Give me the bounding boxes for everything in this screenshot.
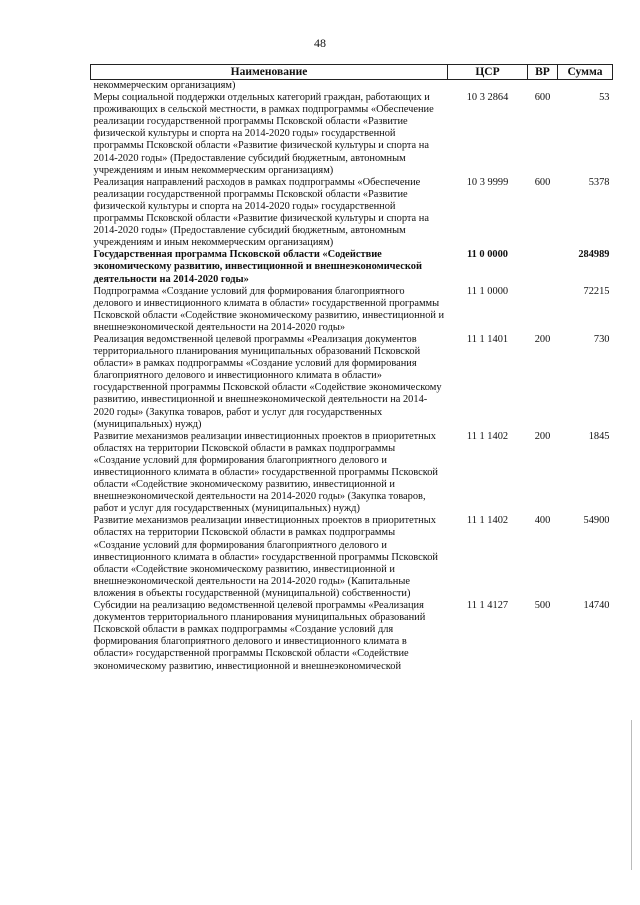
header-vr: ВР <box>528 65 558 80</box>
table-row <box>91 334 613 431</box>
scan-edge-line <box>631 720 632 870</box>
cell-name: Субсидии на реализацию ведомственной целевой программы «Реализация документов территориального планирования муниципальных образований Псковской области в рамках подпрограммы «Создание условий для формирования благоприятного делового и инвестиционного климата в области» государственной программы Псковской области «Содействие экономическому развитию, инвестиционной и внешнеэкономической <box>93 600 426 672</box>
cell-csr: 11 1 0000 <box>466 285 509 297</box>
cell-sum: 72215 <box>583 285 610 297</box>
cell-name: Развитие механизмов реализации инвестиционных проектов в приоритетных областях на территории Псковской области в рамках подпрограммы «Создание условий для формирования благоприятного делового и инвестиционного климата в области» государственной программы Псковской области «Содействие экономическому развитию, инвестиционной и внешнеэкономической деятельности на 2014-2020 годы» (Капитальные вложения в объекты государственной (муниципальной) собственности) <box>93 515 438 599</box>
cell-name: Реализация направлений расходов в рамках подпрограммы «Обеспечение реализации государственной программы Псковской области «Развитие физической культуры и спорта на 2014-2020 годы» государственной программы Псковской области «Развитие физической культуры и спорта на 2014-2020 годы» (Предоставление субсидий бюджетным, автономным учреждениям и иным некоммерческим организациям) <box>93 176 429 249</box>
table-row <box>91 431 613 516</box>
cell-csr: 10 3 9999 <box>466 176 509 188</box>
cell-vr: 200 <box>534 333 551 345</box>
cell-vr: 600 <box>534 92 551 104</box>
cell-sum: 53 <box>599 92 610 104</box>
table-row <box>91 515 613 600</box>
cell-csr: 10 3 2864 <box>466 92 509 104</box>
table-row <box>91 600 613 673</box>
page-number: 48 <box>314 36 326 50</box>
header-csr: ЦСР <box>448 65 528 80</box>
header-name: Наименование <box>91 65 448 80</box>
cell-csr <box>448 80 528 93</box>
cell-vr: 600 <box>534 176 551 188</box>
table-row <box>91 92 613 177</box>
cell-csr: 11 1 4127 <box>466 600 509 612</box>
cell-name: некоммерческим организациям) <box>91 80 448 93</box>
cell-sum: 5378 <box>588 176 610 188</box>
cell-sum: 284989 <box>578 249 610 261</box>
cell-csr: 11 0 0000 <box>467 249 508 261</box>
cell-vr <box>528 80 558 93</box>
cell-vr: 400 <box>534 515 551 527</box>
budget-table <box>90 64 613 673</box>
cell-sum: 54900 <box>583 515 610 527</box>
cell-name: Меры социальной поддержки отдельных категорий граждан, работающих и проживающих в сельской местности, в рамках подпрограммы «Обеспечение реализации государственной программы Псковской области «Развитие физической культуры и спорта на 2014-2020 годы» государственной программы Псковской области «Развитие физической культуры и спорта на 2014-2020 годы» (Предоставление субсидий бюджетным, автономным учреждениям и иным некоммерческим организациям) <box>93 92 434 176</box>
table-header-row <box>91 65 613 80</box>
cell-name: Государственная программа Псковской области «Содействие экономическому развитию, инвестиционной и внешнеэкономической деятельности на 2014-2020 годы» <box>93 249 422 285</box>
header-sum: Сумма <box>558 65 613 80</box>
table-row <box>91 80 613 93</box>
cell-csr: 11 1 1402 <box>466 515 509 527</box>
table-row <box>91 177 613 250</box>
cell-sum: 1845 <box>588 430 610 442</box>
cell-sum: 730 <box>593 333 610 345</box>
cell-vr: 200 <box>534 430 551 442</box>
cell-vr: 500 <box>534 600 551 612</box>
cell-sum: 14740 <box>583 600 610 612</box>
table-row <box>91 286 613 334</box>
cell-name: Развитие механизмов реализации инвестиционных проектов в приоритетных областях на территории Псковской области в рамках подпрограммы «Создание условий для формирования благоприятного делового и инвестиционного климата в области» государственной программы Псковской области «Содействие экономическому развитию, инвестиционной и внешнеэкономической деятельности на 2014-2020 годы» (Закупка товаров, работ и услуг для государственных (муниципальных) нужд) <box>93 430 438 515</box>
cell-vr <box>528 286 558 334</box>
cell-csr: 11 1 1402 <box>466 430 509 442</box>
cell-name: Подпрограмма «Создание условий для формирования благоприятного делового и инвестиционного климата в области» государственной программы Псковской области «Содействие экономическому развитию, инвестиционной и внешнеэкономической деятельности на 2014-2020 годы» <box>93 285 445 333</box>
cell-name: Реализация ведомственной целевой программы «Реализация документов территориального планирования муниципальных образований Псковской области» в рамках подпрограммы «Создание условий для формирования благоприятного делового и инвестиционного климата в области» государственной программы Псковской области «Содействие экономическому развитию, инвестиционной и внешнеэкономической деятельности на 2014-2020 годы» (Закупка товаров, работ и услуг для государственных (муниципальных) нужд) <box>93 333 442 430</box>
cell-csr: 11 1 1401 <box>466 333 509 345</box>
table-row <box>91 249 613 285</box>
cell-vr <box>528 249 558 285</box>
cell-sum <box>558 80 613 93</box>
table-body <box>91 80 613 673</box>
